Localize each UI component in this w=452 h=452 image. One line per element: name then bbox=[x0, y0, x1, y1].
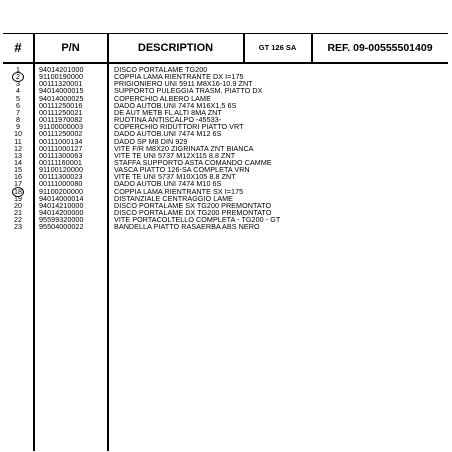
row-part-number: 91100120000 bbox=[39, 165, 83, 175]
row-part-number: 94014210000 bbox=[39, 200, 84, 210]
row-part-number: 95504000022 bbox=[39, 222, 84, 232]
row-part-number: 00111000080 bbox=[39, 179, 83, 189]
row-description: DADO SP M8 DIN 929 bbox=[114, 136, 188, 146]
row-part-number: 00111250021 bbox=[39, 107, 83, 117]
row-part-number: 94014000015 bbox=[39, 86, 84, 96]
row-number: 23 bbox=[13, 222, 23, 232]
row-number: 17 bbox=[13, 179, 23, 189]
row-description: COPERCHIO ALBERO LAME bbox=[114, 93, 211, 103]
header-part-number: P/N bbox=[61, 41, 80, 54]
row-part-number: 00111300023 bbox=[39, 172, 83, 182]
row-description: DISTANZIALE CENTRAGGIO LAME bbox=[114, 193, 234, 203]
header-reference: REF. 09-00555501409 bbox=[327, 41, 433, 54]
row-description: COPERCHIO RIDUTTORI PIATTO VRT bbox=[114, 122, 244, 132]
row-number: 14 bbox=[13, 157, 23, 167]
row-part-number: 91100200000 bbox=[39, 186, 83, 196]
row-description: VITE F/R M8X20 ZIGRINATA ZNT BIANCA bbox=[114, 143, 254, 153]
row-description: DISCO PORTALAME TG200 bbox=[114, 65, 208, 74]
row-number: 21 bbox=[13, 208, 23, 217]
row-description: DADO AUTOB.UNI 7474 M16X1,5 6S bbox=[114, 100, 237, 110]
row-description: PRIGIONIERO UNI 5911 M8X16-10.9 ZNT bbox=[114, 79, 253, 89]
row-part-number: 00111160001 bbox=[39, 157, 82, 167]
row-number: 1 bbox=[15, 65, 21, 74]
column-divider-num bbox=[33, 33, 35, 451]
header-number: # bbox=[14, 40, 22, 55]
row-number: 2 bbox=[15, 72, 21, 82]
row-description: DADO AUTOB.UNI 7474 M12 6S bbox=[114, 129, 222, 139]
row-description: BANDELLA PIATTO RASAERBA ABS NERO bbox=[114, 222, 260, 232]
row-number: 3 bbox=[15, 79, 21, 89]
row-number: 9 bbox=[15, 122, 21, 132]
row-part-number: 91100190000 bbox=[39, 72, 83, 82]
row-description: DISCO PORTALAME DX TG200 PREMONTATO bbox=[114, 208, 272, 217]
row-part-number: 00111250002 bbox=[39, 129, 83, 139]
row-number: 6 bbox=[15, 100, 21, 110]
row-number: 22 bbox=[13, 215, 23, 225]
row-description: SUPPORTO PULEGGIA TRASM. PIATTO DX bbox=[114, 86, 263, 96]
row-part-number: 94014000014 bbox=[39, 193, 84, 203]
row-number: 12 bbox=[13, 143, 23, 153]
row-part-number: 00111000127 bbox=[39, 143, 83, 153]
row-number: 15 bbox=[13, 165, 23, 175]
row-number: 4 bbox=[15, 86, 21, 96]
row-part-number: 94014000025 bbox=[39, 93, 84, 103]
row-number: 13 bbox=[13, 150, 23, 160]
row-number: 7 bbox=[15, 107, 21, 117]
row-number: 5 bbox=[15, 93, 21, 103]
row-description: VITE TE UNI 5737 M12X115 8.8 ZNT bbox=[114, 150, 236, 160]
row-number: 18 bbox=[13, 186, 23, 196]
row-description: STAFFA SUPPORTO ASTA COMANDO CAMME bbox=[114, 157, 272, 167]
row-description: RUOTINA ANTISCALPO -45533- bbox=[114, 115, 222, 125]
row-part-number: 00111320001 bbox=[39, 79, 83, 89]
row-number: 8 bbox=[15, 115, 21, 125]
row-description: COPPIA LAMA RIENTRANTE DX I=175 bbox=[114, 72, 244, 82]
parts-list-table bbox=[3, 33, 448, 451]
row-part-number: 00111970082 bbox=[39, 115, 83, 125]
row-part-number: 94014201000 bbox=[39, 65, 84, 74]
row-part-number: 91100000003 bbox=[39, 122, 83, 132]
header-bottom-border bbox=[3, 62, 448, 64]
row-description: VASCA PIATTO 126-SA COMPLETA VRN bbox=[114, 165, 250, 175]
row-part-number: 94014200000 bbox=[39, 208, 84, 217]
header-description: DESCRIPTION bbox=[137, 41, 214, 54]
header-model: GT 126 SA bbox=[258, 43, 297, 52]
row-part-number: 00111300063 bbox=[39, 150, 83, 160]
row-number: 11 bbox=[14, 136, 22, 146]
row-description: DISCO PORTALAME SX TG200 PREMONTATO bbox=[114, 200, 272, 210]
row-description: VITE PORTACOLTELLO COMPLETA - TG200 - GT bbox=[114, 215, 281, 225]
row-part-number: 00111250016 bbox=[39, 100, 83, 110]
row-number: 20 bbox=[13, 200, 23, 210]
row-number: 10 bbox=[13, 129, 23, 139]
column-divider-pn bbox=[107, 33, 109, 451]
row-part-number: 95599320000 bbox=[39, 215, 84, 225]
row-number: 19 bbox=[13, 193, 23, 203]
row-description: DADO AUTOB.UNI 7474 M10 6S bbox=[114, 179, 222, 189]
row-number: 16 bbox=[13, 172, 23, 182]
row-description: DE AUT METB FL ALTI 8MA ZNT bbox=[114, 107, 222, 117]
row-description: COPPIA LAMA RIENTRANTE SX I=175 bbox=[114, 186, 244, 196]
row-part-number: 00111000134 bbox=[39, 136, 83, 146]
row-description: VITE TE UNI 5737 M10X105 8.8 ZNT bbox=[114, 172, 236, 182]
